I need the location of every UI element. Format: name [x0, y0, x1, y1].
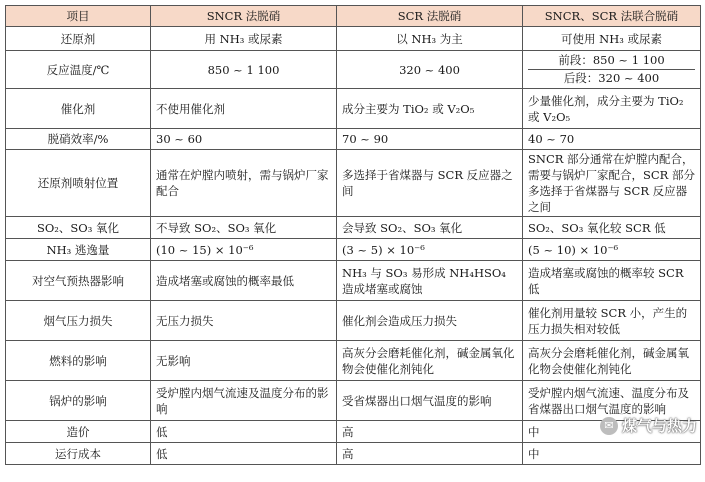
header-sncr: SNCR 法脱硝 — [151, 6, 337, 27]
wechat-icon: ✉ — [600, 417, 618, 435]
cell-sncr: 通常在炉膛内喷射，需与锅炉厂家配合 — [151, 150, 337, 217]
header-scr: SCR 法脱硝 — [337, 6, 523, 27]
row-label: 锅炉的影响 — [6, 381, 151, 421]
cell-sncr: 不使用催化剂 — [151, 89, 337, 129]
cell-scr: 高灰分会磨耗催化剂，碱金属氧化物会使催化剂钝化 — [337, 341, 523, 381]
table-row — [6, 217, 701, 239]
cell-scr: 多选择于省煤器与 SCR 反应器之间 — [337, 150, 523, 217]
cell-scr: 以 NH₃ 为主 — [337, 27, 523, 51]
header-combined: SNCR、SCR 法联合脱硝 — [523, 6, 701, 27]
watermark-text: 煤气与热力 — [621, 417, 697, 435]
table-row — [6, 27, 701, 51]
cell-scr: 高 — [337, 443, 523, 465]
row-label: 对空气预热器影响 — [6, 261, 151, 301]
row-label: NH₃ 逃逸量 — [6, 239, 151, 261]
cell-scr: 70 ~ 90 — [337, 129, 523, 150]
cell-scr: (3 ~ 5) × 10⁻⁶ — [337, 239, 523, 261]
row-label: 脱硝效率/% — [6, 129, 151, 150]
cell-combined: 催化剂用量较 SCR 小，产生的压力损失相对较低 — [523, 301, 701, 341]
cell-combined: 造成堵塞或腐蚀的概率较 SCR 低 — [523, 261, 701, 301]
row-label: SO₂、SO₃ 氧化 — [6, 217, 151, 239]
cell-combined: 少量催化剂，成分主要为 TiO₂ 或 V₂O₅ — [523, 89, 701, 129]
cell-sncr: 不导致 SO₂、SO₃ 氧化 — [151, 217, 337, 239]
table-row — [6, 381, 701, 421]
table-row — [6, 341, 701, 381]
cell-combined: 高灰分会磨耗催化剂，碱金属氧化物会使催化剂钝化 — [523, 341, 701, 381]
table-row — [6, 301, 701, 341]
cell-scr: 催化剂会造成压力损失 — [337, 301, 523, 341]
cell-sncr: 造成堵塞或腐蚀的概率最低 — [151, 261, 337, 301]
table-row — [6, 150, 701, 217]
cell-sncr: 30 ~ 60 — [151, 129, 337, 150]
row-label: 燃料的影响 — [6, 341, 151, 381]
row-label: 烟气压力损失 — [6, 301, 151, 341]
cell-scr: 高 — [337, 421, 523, 443]
cell-sncr: 无压力损失 — [151, 301, 337, 341]
comparison-table — [5, 5, 701, 465]
cell-sncr: (10 ~ 15) × 10⁻⁶ — [151, 239, 337, 261]
cell-combined: 40 ~ 70 — [523, 129, 701, 150]
row-label: 还原剂喷射位置 — [6, 150, 151, 217]
cell-combined: SNCR 部分通常在炉膛内配合，需要与锅炉厂家配合，SCR 部分多选择于省煤器与 SCR 反应器之间 — [523, 150, 701, 217]
cell-sncr: 受炉膛内烟气流速及温度分布的影响 — [151, 381, 337, 421]
table-row — [6, 51, 701, 89]
cell-sncr: 低 — [151, 421, 337, 443]
cell-sncr: 用 NH₃ 或尿素 — [151, 27, 337, 51]
cell-scr: 受省煤器出口烟气温度的影响 — [337, 381, 523, 421]
cell-scr: NH₃ 与 SO₃ 易形成 NH₄HSO₄ 造成堵塞或腐蚀 — [337, 261, 523, 301]
header-item: 项目 — [6, 6, 151, 27]
cell-combined: 中 — [523, 421, 701, 443]
table-header-row — [6, 6, 701, 27]
temp-front-stage: 前段：850 ~ 1 100 — [558, 53, 665, 67]
cell-combined: (5 ~ 10) × 10⁻⁶ — [523, 239, 701, 261]
table-row — [6, 443, 701, 465]
cell-combined: 可使用 NH₃ 或尿素 — [523, 27, 701, 51]
cell-scr: 成分主要为 TiO₂ 或 V₂O₅ — [337, 89, 523, 129]
cell-combined: 受炉膛内烟气流速、温度分布及省煤器出口烟气温度的影响 — [523, 381, 701, 421]
table-row — [6, 89, 701, 129]
row-label: 运行成本 — [6, 443, 151, 465]
cell-scr: 320 ~ 400 — [337, 51, 523, 89]
cell-sncr: 850 ~ 1 100 — [151, 51, 337, 89]
cell-combined: SO₂、SO₃ 氧化较 SCR 低 — [523, 217, 701, 239]
row-label: 还原剂 — [6, 27, 151, 51]
cell-combined-split — [523, 51, 701, 89]
table-row — [6, 239, 701, 261]
cell-scr: 会导致 SO₂、SO₃ 氧化 — [337, 217, 523, 239]
row-label: 催化剂 — [6, 89, 151, 129]
cell-sncr: 低 — [151, 443, 337, 465]
temp-rear-stage: 后段：320 ~ 400 — [528, 69, 695, 87]
cell-combined: 中 — [523, 443, 701, 465]
table-row — [6, 129, 701, 150]
cell-sncr: 无影响 — [151, 341, 337, 381]
row-label: 造价 — [6, 421, 151, 443]
row-label: 反应温度/℃ — [6, 51, 151, 89]
table-row — [6, 421, 701, 443]
table-row — [6, 261, 701, 301]
